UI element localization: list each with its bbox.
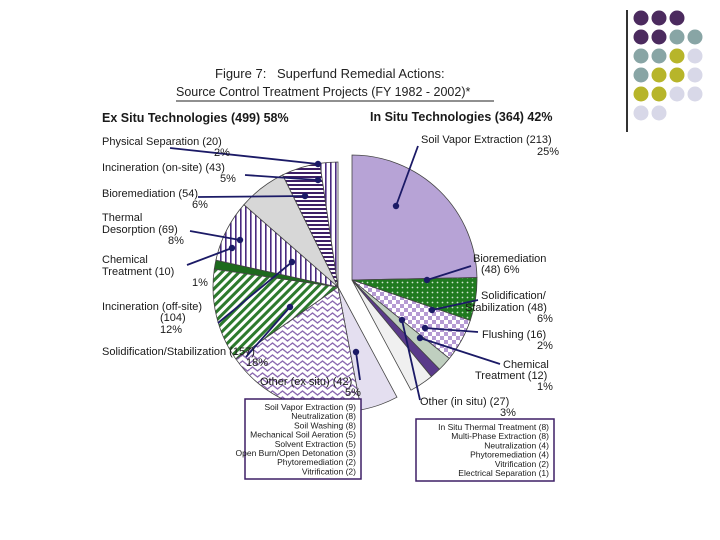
- pct-flushing: 2%: [537, 340, 553, 352]
- decorative-divider: [626, 10, 628, 132]
- leader-dot: [424, 277, 430, 283]
- decor-dot: [652, 49, 667, 64]
- leader-dot: [287, 304, 293, 310]
- label-solidification-in-2: Stabilization (48): [465, 302, 547, 314]
- ex-situ-header: Ex Situ Technologies (499) 58%: [102, 111, 289, 125]
- label-thermal-desorption: [102, 212, 142, 224]
- decor-dot: [688, 49, 703, 64]
- pct-solidification-ex: 18%: [246, 357, 269, 369]
- slice-in-situ-0: [352, 155, 477, 280]
- chart-title: Figure 7:: [215, 66, 267, 81]
- decor-dot: [688, 68, 703, 83]
- decor-dot: [670, 68, 685, 83]
- leader-dot: [237, 237, 243, 243]
- decor-dot: [670, 30, 685, 45]
- decor-dot: [634, 49, 649, 64]
- in-situ-other-item: Multi-Phase Extraction (8): [451, 431, 549, 442]
- label-chemical-treatment-ex: Chemical: [102, 254, 148, 266]
- chart-subtitle-2: Source Control Treatment Projects (FY 1982 - 2002)*: [176, 85, 471, 99]
- in-situ-other-item: In Situ Thermal Treatment (8): [438, 422, 549, 432]
- leader-dot: [422, 325, 428, 331]
- pct-chemical-treatment-ex: 1%: [192, 277, 208, 289]
- pct-other-ex-situ: 5%: [345, 387, 361, 399]
- ex-situ-other-item: Open Burn/Open Detonation (3): [235, 448, 356, 458]
- label-bioremediation-in-2: (48) 6%: [481, 264, 520, 276]
- chart-subtitle: Superfund Remedial Actions:: [277, 66, 445, 81]
- label-solidification-in: Solidification/: [481, 290, 546, 302]
- decor-dot: [688, 87, 703, 102]
- label-other-in-situ: Other (in situ) (27): [420, 396, 510, 408]
- in-situ-other-item: Electrical Separation (1): [458, 468, 549, 478]
- pct-incineration-onsite: 5%: [220, 173, 236, 185]
- pct-solidification-in: 6%: [537, 313, 553, 325]
- label-soil-vapor-extraction: Soil Vapor Extraction (213): [421, 134, 552, 146]
- label-chemical-treatment-ex-2: Treatment (10): [102, 266, 175, 278]
- ex-situ-other-item: Neutralization (8): [291, 411, 356, 422]
- label-chemical-treatment-in-2: Treatment (12): [475, 370, 548, 382]
- pct-soil-vapor-extraction: 25%: [537, 146, 560, 158]
- leader-dot: [353, 349, 359, 355]
- decor-dot: [652, 68, 667, 83]
- leader-dot: [393, 203, 399, 209]
- label-bioremediation-ex: Bioremediation (54): [102, 188, 198, 200]
- leader-dot: [399, 317, 405, 323]
- leader-dot: [315, 177, 321, 183]
- pct-bioremediation-ex: 6%: [192, 199, 208, 211]
- in-situ-header: In Situ Technologies (364) 42%: [370, 110, 553, 124]
- pct-thermal-desorption: 8%: [168, 235, 184, 247]
- decor-dot: [670, 87, 685, 102]
- leader-dot: [289, 259, 295, 265]
- label-chemical-treatment-in: Chemical: [503, 359, 549, 371]
- leader-dot: [302, 193, 308, 199]
- label-bioremediation-in: Bioremediation: [473, 253, 547, 265]
- in-situ-other-item: Neutralization (4): [484, 440, 549, 451]
- decorative-dot-grid: [625, 8, 720, 138]
- ex-situ-other-item: Vitrification (2): [301, 466, 356, 477]
- label-physical-separation: Physical Separation (20): [102, 136, 222, 148]
- decor-dot: [652, 87, 667, 102]
- decor-dot: [634, 30, 649, 45]
- decor-dot: [634, 106, 649, 121]
- leader-dot: [417, 335, 423, 341]
- ex-situ-other-item: Phytoremediation (2): [277, 457, 356, 468]
- label-flushing: Flushing (16): [482, 329, 547, 341]
- pct-physical-separation: 2%: [214, 147, 230, 159]
- leader-dot: [429, 307, 435, 313]
- ex-situ-other-item: Solvent Extraction (5): [274, 438, 356, 449]
- in-situ-other-item: Phytoremediation (4): [470, 449, 549, 460]
- leader-dot: [315, 161, 321, 167]
- pct-incineration-offsite: 12%: [160, 324, 183, 336]
- label-thermal-desorption-2: Desorption (69): [102, 224, 178, 236]
- label-solidification-ex: Solidification/Stabilization (157): [102, 346, 255, 358]
- decor-dot: [634, 11, 649, 26]
- pie-slices: [213, 155, 477, 412]
- pct-chemical-treatment-in: 1%: [537, 381, 553, 393]
- decor-dot: [634, 87, 649, 102]
- label-incineration-onsite: Incineration (on-site) (43): [102, 162, 225, 174]
- leader-dot: [229, 245, 235, 251]
- decor-dot: [688, 30, 703, 45]
- decor-dot: [652, 11, 667, 26]
- in-situ-other-item: Vitrification (2): [494, 458, 549, 469]
- decor-dot: [670, 11, 685, 26]
- decor-dot: [634, 68, 649, 83]
- label-thermal-desorption-line1: Thermal: [102, 212, 143, 224]
- label-incineration-offsite: Incineration (off-site): [102, 301, 203, 313]
- label-other-ex-situ: Other (ex situ) (42): [260, 376, 353, 388]
- decor-dot: [670, 49, 685, 64]
- leader-line: [198, 196, 305, 197]
- decor-dot: [652, 30, 667, 45]
- pct-other-in-situ: 3%: [500, 407, 516, 419]
- ex-situ-other-item: Soil Vapor Extraction (9): [264, 402, 356, 412]
- ex-situ-other-item: Mechanical Soil Aeration (5): [250, 429, 356, 440]
- label-incineration-offsite-2: (104): [160, 312, 186, 324]
- decor-dot: [652, 106, 667, 121]
- ex-situ-other-item: Soil Washing (8): [293, 420, 356, 431]
